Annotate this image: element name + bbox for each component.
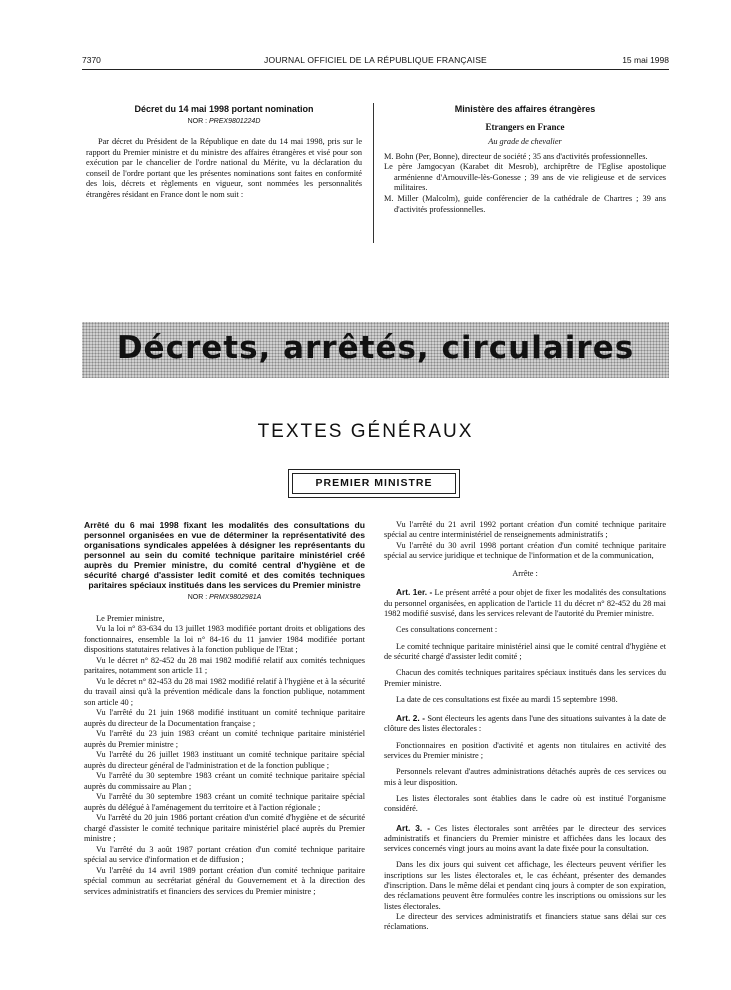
visa-paragraph: Vu l'arrêté du 20 juin 1986 portant création d'un comité d'hygiène et de sécurité chargé d'assister le comité technique paritaire ministériel placé auprès du Premier ministre ; [84, 813, 365, 843]
arrete-nor: NOR : PRMX9802981A [187, 594, 262, 601]
nomination-entry: Le père Jamgocyan (Karabet dit Mesrob), archiprêtre de l'Eglise apostolique arménienne d'Arnouville-lès-Gonesse ; 39 ans de vie religieuse et de services militaires. [384, 162, 666, 193]
visa-paragraph: Vu le décret n° 82-452 du 28 mai 1982 modifié relatif aux comités techniques paritaires, notamment son article 11 ; [84, 655, 365, 675]
article-3: Art. 3. - Ces listes électorales sont arrêtées par le directeur des services administratifs et financiers du Premier ministre et affichées dans les locaux des services concernés vingt jours au moins avant la date fixée pour la consultation. [384, 822, 666, 854]
visa-paragraph: Vu l'arrêté du 14 avril 1989 portant création d'un comité technique paritaire spécial commun au secrétariat général du Gouvernement et à la direction des services administratifs et financiers des services du Premier ministre ; [84, 865, 365, 896]
arrete-right-column [384, 520, 666, 933]
article-paragraph: Fonctionnaires en position d'activité et agents non titulaires en activité des services du Premier ministre ; [384, 740, 666, 761]
visa-paragraph: Vu l'arrêté du 21 avril 1992 portant création d'un comité technique paritaire spécial au centre interministériel de renseignements administratifs ; [384, 520, 666, 540]
article-1-label: Art. 1er. - [396, 587, 433, 598]
article-2-label: Art. 2. - [396, 713, 426, 724]
ministry-box-label: PREMIER MINISTRE [292, 473, 456, 494]
column-divider [373, 103, 374, 243]
page-header [82, 55, 669, 70]
arrete-word: Arrête : [512, 569, 538, 579]
banner-title: Décrets, arrêtés, circulaires [116, 330, 635, 366]
article-paragraph: Dans les dix jours qui suivent cet affichage, les électeurs peuvent vérifier les inscriptions sur les listes électorales et, le cas échéant, présenter des demandes d'inscription. Dans le même délai et pendant cinq jours à compter de son expiration, des réclamations peuvent être formulées contre les inscriptions ou omissions sur les listes électorales. [384, 860, 666, 911]
article-paragraph: Les listes électorales sont établies dans le cadre où est institué l'organisme considéré. [384, 793, 666, 814]
visa-paragraph: Vu l'arrêté du 26 juillet 1983 instituant un comité technique paritaire spécial auprès du directeur général de l'administration et de la fonction publique ; [84, 750, 365, 770]
nomination-entry: M. Bohn (Per, Bonne), directeur de société ; 35 ans d'activités professionnelles. [384, 151, 648, 161]
article-paragraph: Personnels relevant d'autres administrations détachés auprès de ces services ou mis à leur disposition. [384, 767, 666, 787]
article-1: Art. 1er. - Le présent arrêté a pour objet de fixer les modalités des consultations du personnel organisées, en application de l'article 11 du décret n° 82-452 du 28 mai 1982 modifié susvisé, dans les services relevant de l'autorité du Premier ministre. [384, 587, 667, 619]
decret-title: Décret du 14 mai 1998 portant nomination [134, 104, 314, 114]
ministere-nominations [384, 104, 666, 215]
arrete-left-column [84, 520, 365, 897]
issue-date: 15 mai 1998 [622, 55, 669, 65]
visa-paragraph: Vu le décret n° 82-453 du 28 mai 1982 modifié relatif à l'hygiène et à la sécurité du travail ainsi qu'à la prévention médicale dans la fonction publique, notamment son article 40 ; [84, 676, 365, 707]
visa-paragraph: Vu l'arrêté du 3 août 1987 portant création d'un comité technique paritaire spécial au service d'information et de diffusion ; [84, 844, 365, 864]
decret-nor: NOR : PREX9801224D [187, 117, 261, 125]
article-paragraph: Le comité technique paritaire ministériel ainsi que le comité central d'hygiène et de sécurité chargé d'assister ledit comité ; [384, 641, 666, 661]
visa-paragraph: Vu l'arrêté du 21 juin 1968 modifié instituant un comité technique paritaire auprès du directeur de la Documentation française ; [84, 708, 365, 728]
article-paragraph: Le directeur des services administratifs et financiers statue sans délai sur ces réclamations. [384, 911, 666, 932]
page-number: 7370 [82, 55, 101, 65]
visa-paragraph: Vu l'arrêté du 23 juin 1983 créant un comité technique paritaire ministériel auprès du Premier ministre ; [84, 729, 365, 749]
article-paragraph: La date de ces consultations est fixée au mardi 15 septembre 1998. [396, 694, 618, 704]
arrete-title: Arrêté du 6 mai 1998 fixant les modalités des consultations du personnel organisées en vue de déterminer la représentativité des organisations syndicales appelées à désigner les représentants du personnel au sein du comité technique paritaire ministériel créé auprès du Premier ministre, du comité central d'hygiène et de sécurité chargé d'assister ledit comité et des comités techniques paritaires spéciaux institués dans les services du Premier ministre [84, 520, 365, 590]
ministry-heading: Ministère des affaires étrangères [454, 104, 596, 114]
ministry-subheading: Etrangers en France [485, 121, 565, 132]
article-paragraph: Ces consultations concernent : [396, 625, 498, 635]
ministry-box [288, 469, 460, 498]
decret-body: Par décret du Président de la République en date du 14 mai 1998, pris sur le rapport du Premier ministre et du ministre des affaires étrangères et visé pour son exécution par le chancelier de l'ordre national du Mérite, vu la déclaration du conseil de l'ordre portant que les présentes nominations sont faites en conformité des lois, décrets et règlements en vigueur, sont nommées les personnalités étrangères résidant en France dont le nom suit : [86, 137, 362, 200]
section-banner [82, 322, 669, 378]
journal-title: JOURNAL OFFICIEL DE LA RÉPUBLIQUE FRANÇAISE [264, 55, 487, 65]
section-title: TEXTES GÉNÉRAUX [257, 421, 474, 442]
grade-heading: Au grade de chevalier [488, 137, 562, 147]
article-3-label: Art. 3. - [396, 822, 430, 833]
visa-paragraph: Vu la loi n° 83-634 du 13 juillet 1983 modifiée portant droits et obligations des fonctionnaires, ensemble la loi n° 84-16 du 11 janvier 1984 modifiée portant dispositions statutaires relatives à la fonction publique de l'Etat ; [84, 624, 365, 654]
article-paragraph: Chacun des comités techniques paritaires spéciaux institués dans les services du Premier ministre. [384, 668, 666, 688]
visa-paragraph: Vu l'arrêté du 30 septembre 1983 créant un comité technique paritaire spécial auprès du délégué à l'aménagement du territoire et à l'action régionale ; [84, 792, 365, 812]
decret-nomination [86, 104, 362, 201]
article-2: Art. 2. - Sont électeurs les agents dans l'une des situations suivantes à la date de clôture des listes électorales : [384, 713, 666, 734]
visa-paragraph: Vu l'arrêté du 30 avril 1998 portant création d'un comité technique paritaire spécial au service juridique et technique de l'information et de la communication, [384, 540, 666, 560]
visa-paragraph: Vu l'arrêté du 30 septembre 1983 créant un comité technique paritaire spécial auprès du commissaire au Plan ; [84, 771, 365, 791]
visa-paragraph: Le Premier ministre, [96, 613, 165, 623]
nomination-entry: M. Miller (Malcolm), guide conférencier de la cathédrale de Chartres ; 39 ans d'activités professionnelles. [384, 194, 666, 214]
